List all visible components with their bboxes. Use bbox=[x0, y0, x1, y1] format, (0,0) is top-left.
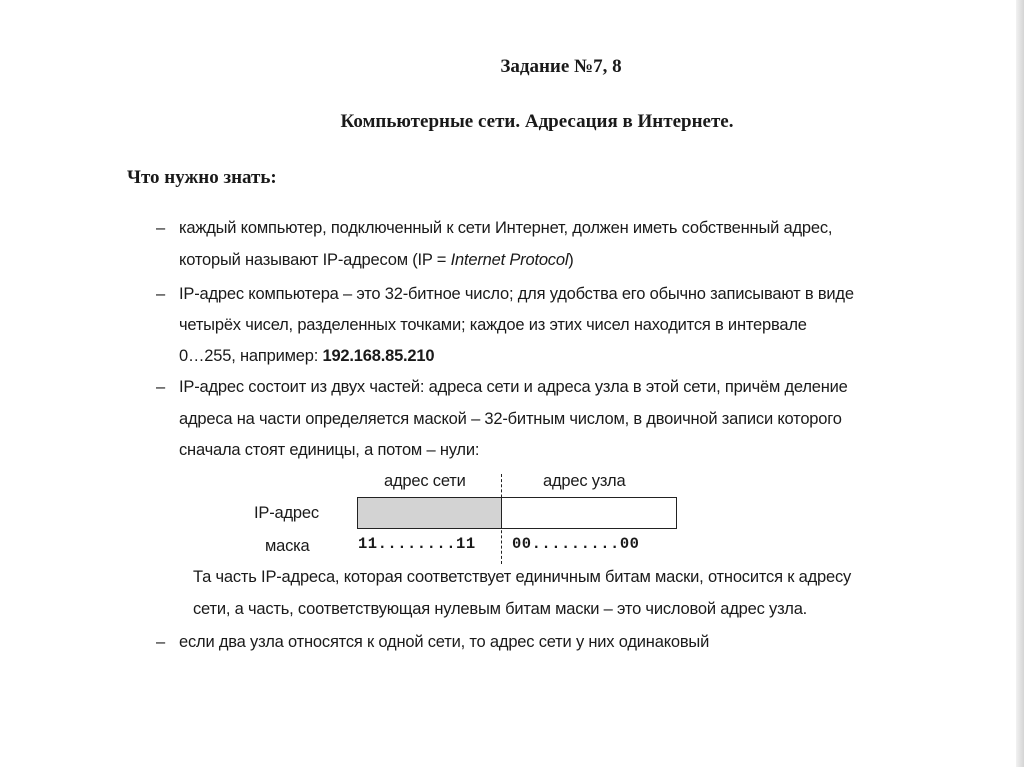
task-title: Задание №7, 8 bbox=[500, 56, 622, 77]
note-line-2: сети, а часть, соответствующая нулевым битам маски – это числовой адрес узла. bbox=[193, 600, 808, 618]
mask-zeros: 00.........00 bbox=[512, 535, 640, 553]
host-part-box bbox=[501, 497, 677, 529]
bullet-2-line-2: четырёх чисел, разделенных точками; каждое из этих чисел находится в интервале bbox=[179, 316, 807, 334]
bullet-1-line-2: который называют IP-адресом (IP = Internet Protocol) bbox=[179, 251, 574, 269]
bullet-3-line-2: адреса на части определяется маской – 32-битным числом, в двоичной записи которого bbox=[179, 410, 842, 428]
bullet-dash: – bbox=[156, 285, 166, 303]
mask-label: маска bbox=[265, 537, 310, 555]
example-ip: 192.168.85.210 bbox=[322, 347, 435, 365]
bullet-dash: – bbox=[156, 378, 166, 396]
bullet-3-line-1: IP-адрес состоит из двух частей: адреса сети и адреса узла в этой сети, причём деление bbox=[179, 378, 848, 396]
mask-ones: 11........11 bbox=[358, 535, 476, 553]
network-address-label: адрес сети bbox=[384, 472, 466, 490]
bullet-4-line-1: если два узла относятся к одной сети, то адрес сети у них одинаковый bbox=[179, 633, 710, 651]
bullet-2-line-3: 0…255, например: 192.168.85.210 bbox=[179, 347, 435, 365]
bullet-2-line-1: IP-адрес компьютера – это 32-битное число; для удобства его обычно записывают в виде bbox=[179, 285, 854, 303]
bullet-dash: – bbox=[156, 633, 166, 651]
bullet-dash: – bbox=[156, 219, 166, 237]
section-heading: Что нужно знать: bbox=[127, 167, 277, 188]
bullet-1-line-1: каждый компьютер, подключенный к сети Интернет, должен иметь собственный адрес, bbox=[179, 219, 833, 237]
network-part-box bbox=[357, 497, 502, 529]
bullet-3-line-3: сначала стоят единицы, а потом – нули: bbox=[179, 441, 480, 459]
ip-address-label: IP-адрес bbox=[254, 504, 319, 522]
topic-title: Компьютерные сети. Адресация в Интернете. bbox=[340, 111, 734, 132]
host-address-label: адрес узла bbox=[543, 472, 626, 490]
italic-term: Internet Protocol bbox=[450, 251, 569, 269]
divider-line bbox=[501, 474, 502, 564]
note-line-1: Та часть IP-адреса, которая соответствует единичным битам маски, относится к адресу bbox=[193, 568, 852, 586]
